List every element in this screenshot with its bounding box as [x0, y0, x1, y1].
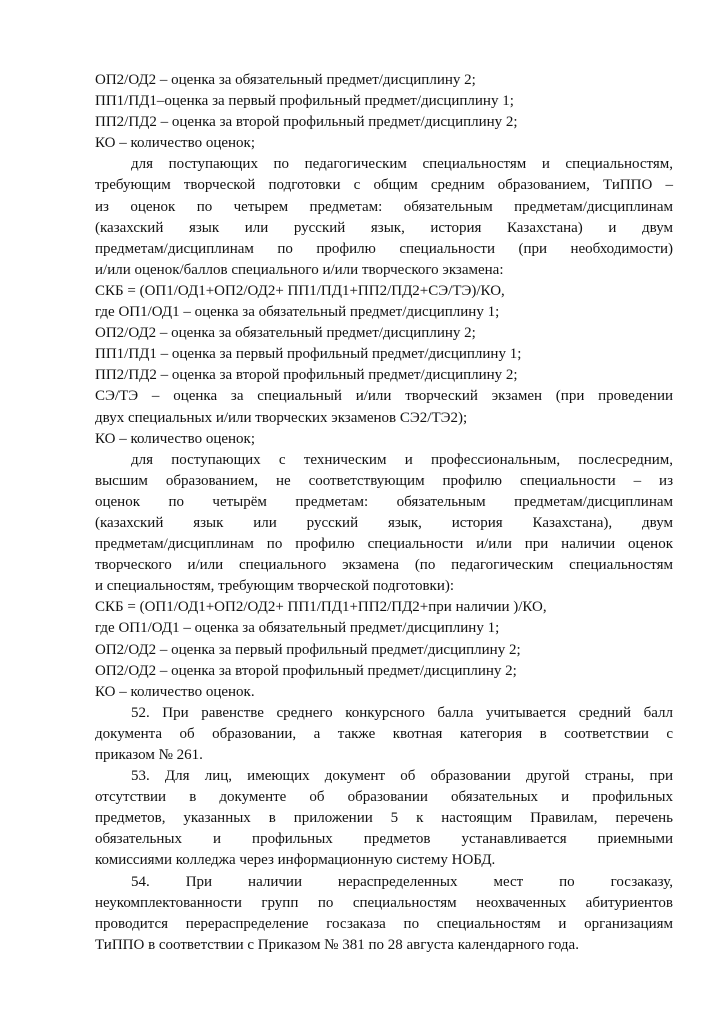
- text-line: из оценок по четырем предметам: обязательным предметам/дисциплинам: [95, 198, 673, 215]
- text-line: для поступающих с техническим и профессиональным, послесредним,: [131, 451, 673, 468]
- text-line: где ОП1/ОД1 – оценка за обязательный предмет/дисциплину 1;: [95, 620, 500, 637]
- text-line: высшим образованием, не соответствующим профилю специальности – из: [95, 472, 673, 489]
- text-line: документа об образовании, а также квотная категория в соответствии с: [95, 725, 673, 742]
- text-line: ОП2/ОД2 – оценка за второй профильный предмет/дисциплину 2;: [95, 662, 517, 679]
- text-line: ОП2/ОД2 – оценка за первый профильный предмет/дисциплину 2;: [95, 641, 521, 658]
- text-line: неукомплектованности групп по специальностям неохваченных абитуриентов: [95, 894, 673, 911]
- text-line: и специальностям, требующим творческой подготовки):: [95, 578, 455, 595]
- text-line: КО – количество оценок;: [95, 135, 255, 152]
- text-line: СКБ = (ОП1/ОД1+ОП2/ОД2+ ПП1/ПД1+ПП2/ПД2+СЭ/ТЭ)/КО,: [95, 282, 505, 299]
- text-line: ПП2/ПД2 – оценка за второй профильный предмет/дисциплину 2;: [95, 114, 518, 131]
- text-line: 53. Для лиц, имеющих документ об образовании другой страны, при: [131, 768, 673, 785]
- text-line: и/или оценок/баллов специального и/или творческого экзамена:: [95, 261, 504, 278]
- document-body: [95, 70, 673, 956]
- text-line: приказом № 261.: [95, 747, 203, 763]
- text-line: ПП2/ПД2 – оценка за второй профильный предмет/дисциплину 2;: [95, 367, 518, 384]
- text-line: ОП2/ОД2 – оценка за обязательный предмет/дисциплину 2;: [95, 325, 476, 342]
- text-line: КО – количество оценок;: [95, 430, 255, 447]
- text-line: СЭ/ТЭ – оценка за специальный и/или творческий экзамен (при проведении: [95, 388, 673, 405]
- text-line: ПП1/ПД1 – оценка за первый профильный предмет/дисциплину 1;: [95, 346, 522, 363]
- text-line: обязательных и профильных предметов устанавливается приемными: [95, 831, 673, 848]
- text-line: предметам/дисциплинам по профилю специальности (при необходимости): [95, 240, 673, 257]
- text-line: предметам/дисциплинам по профилю специальности и/или при наличии оценок: [95, 536, 673, 553]
- text-line: требующим творческой подготовки с общим средним образованием, ТиППО –: [95, 177, 673, 194]
- text-line: оценок по четырём предметам: обязательным предметам/дисциплинам: [95, 493, 673, 510]
- text-line: СКБ = (ОП1/ОД1+ОП2/ОД2+ ПП1/ПД1+ПП2/ПД2+при наличии )/КО,: [95, 599, 547, 616]
- text-line: 52. При равенстве среднего конкурсного балла учитывается средний балл: [131, 704, 673, 721]
- text-line: отсутствии в документе об образовании обязательных и профильных: [95, 789, 673, 806]
- text-line: творческого и/или специального экзамена (по педагогическим специальностям: [95, 557, 673, 574]
- text-line: где ОП1/ОД1 – оценка за обязательный предмет/дисциплину 1;: [95, 304, 500, 321]
- text-line: предметов, указанных в приложении 5 к настоящим Правилам, перечень: [95, 810, 673, 827]
- text-line: проводится перераспределение госзаказа по специальностям и организациям: [95, 915, 673, 932]
- text-line: (казахский язык или русский язык, история Казахстана) и двум: [95, 219, 673, 236]
- text-line: 54. При наличии нераспределенных мест по госзаказу,: [131, 873, 673, 890]
- text-line: ТиППО в соответствии с Приказом № 381 по 28 августа календарного года.: [95, 936, 579, 953]
- text-line: для поступающих по педагогическим специальностям и специальностям,: [131, 156, 673, 173]
- text-line: ОП2/ОД2 – оценка за обязательный предмет/дисциплину 2;: [95, 72, 476, 88]
- text-line: (казахский язык или русский язык, история Казахстана), двум: [95, 514, 673, 531]
- text-line: ПП1/ПД1–оценка за первый профильный предмет/дисциплину 1;: [95, 93, 514, 110]
- text-line: двух специальных и/или творческих экзаменов СЭ2/ТЭ2);: [95, 409, 468, 426]
- text-line: комиссиями колледжа через информационную систему НОБД.: [95, 852, 496, 869]
- text-line: КО – количество оценок.: [95, 683, 255, 700]
